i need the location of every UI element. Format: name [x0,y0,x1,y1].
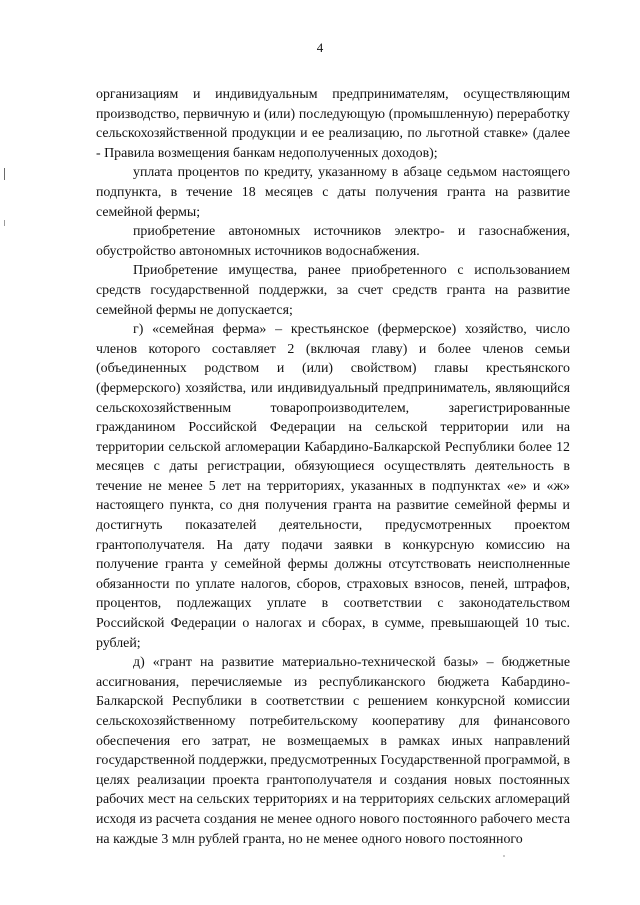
document-body [96,85,570,849]
paragraph-continuation: организациям и индивидуальным предпринимателям, осуществляющим производство, первичную и (или) последующую (промышленную) переработку сельскохозяйственной продукции и ее реализацию, по льготной ставке» (далее - Правила возмещения банкам недополученных доходов); [96,87,570,161]
page-number: 4 [316,40,324,55]
paragraph-property-restriction: Приобретение имущества, ранее приобретенного с использованием средств государственной поддержки, за счет средств гранта на развитие семейной фермы не допускается; [96,263,570,318]
paragraph-autonomous-sources: приобретение автономных источников электро- и газоснабжения, обустройство автономных источников водоснабжения. [96,224,570,259]
margin-mark [4,168,5,180]
paragraph-definition-family-farm: г) «семейная ферма» – крестьянское (фермерское) хозяйство, число членов которого составляет 2 (включая главу) и более членов семьи (объединенных родством и (или) свойством) главы крестьянского (фермерского) хозяйства, или индивидуальный предприниматель, являющийся сельскохозяйственным товаропроизводителем, зарегистрированные гражданином Российской Федерации на сельской территории или на территории сельской агломерации Кабардино-Балкарской Республики более 12 месяцев с даты регистрации, обязующиеся осуществлять деятельность в течение не менее 5 лет на территориях, указанных в подпунктах «е» и «ж» настоящего пункта, со дня получения гранта на развитие семейной фермы и достигнуть показателей деятельности, предусмотренных проектом грантополучателя. На дату подачи заявки в конкурсную комиссию на получение гранта у семейной фермы должны отсутствовать неисполненные обязанности по уплате налогов, сборов, страховых взносов, пеней, штрафов, процентов, подлежащих уплате в соответствии с законодательством Российской Федерации о налогах и сборах, в сумме, превышающей 10 тыс. рублей; [96,322,570,651]
paragraph-definition-material-base-grant: д) «грант на развитие материально-технической базы» – бюджетные ассигнования, перечисляемые из республиканского бюджета Кабардино-Балкарской Республики в соответствии с решением конкурсной комиссии сельскохозяйственному потребительскому кооперативу для финансового обеспечения его затрат, не возмещаемых в рамках иных направлений государственной поддержки, предусмотренных Государственной программой, в целях реализации проекта грантополучателя и создания новых постоянных рабочих мест на сельских территориях и на территориях сельских агломераций исходя из расчета создания не менее одного нового постоянного рабочего места на каждые 3 млн рублей гранта, но не менее одного нового постоянного [96,655,571,847]
margin-mark [4,220,5,226]
paragraph-interest-payment: уплата процентов по кредиту, указанному в абзаце седьмом настоящего подпункта, в течение 18 месяцев с даты получения гранта на развитие семейной фермы; [96,165,570,220]
scan-speck [503,855,505,857]
